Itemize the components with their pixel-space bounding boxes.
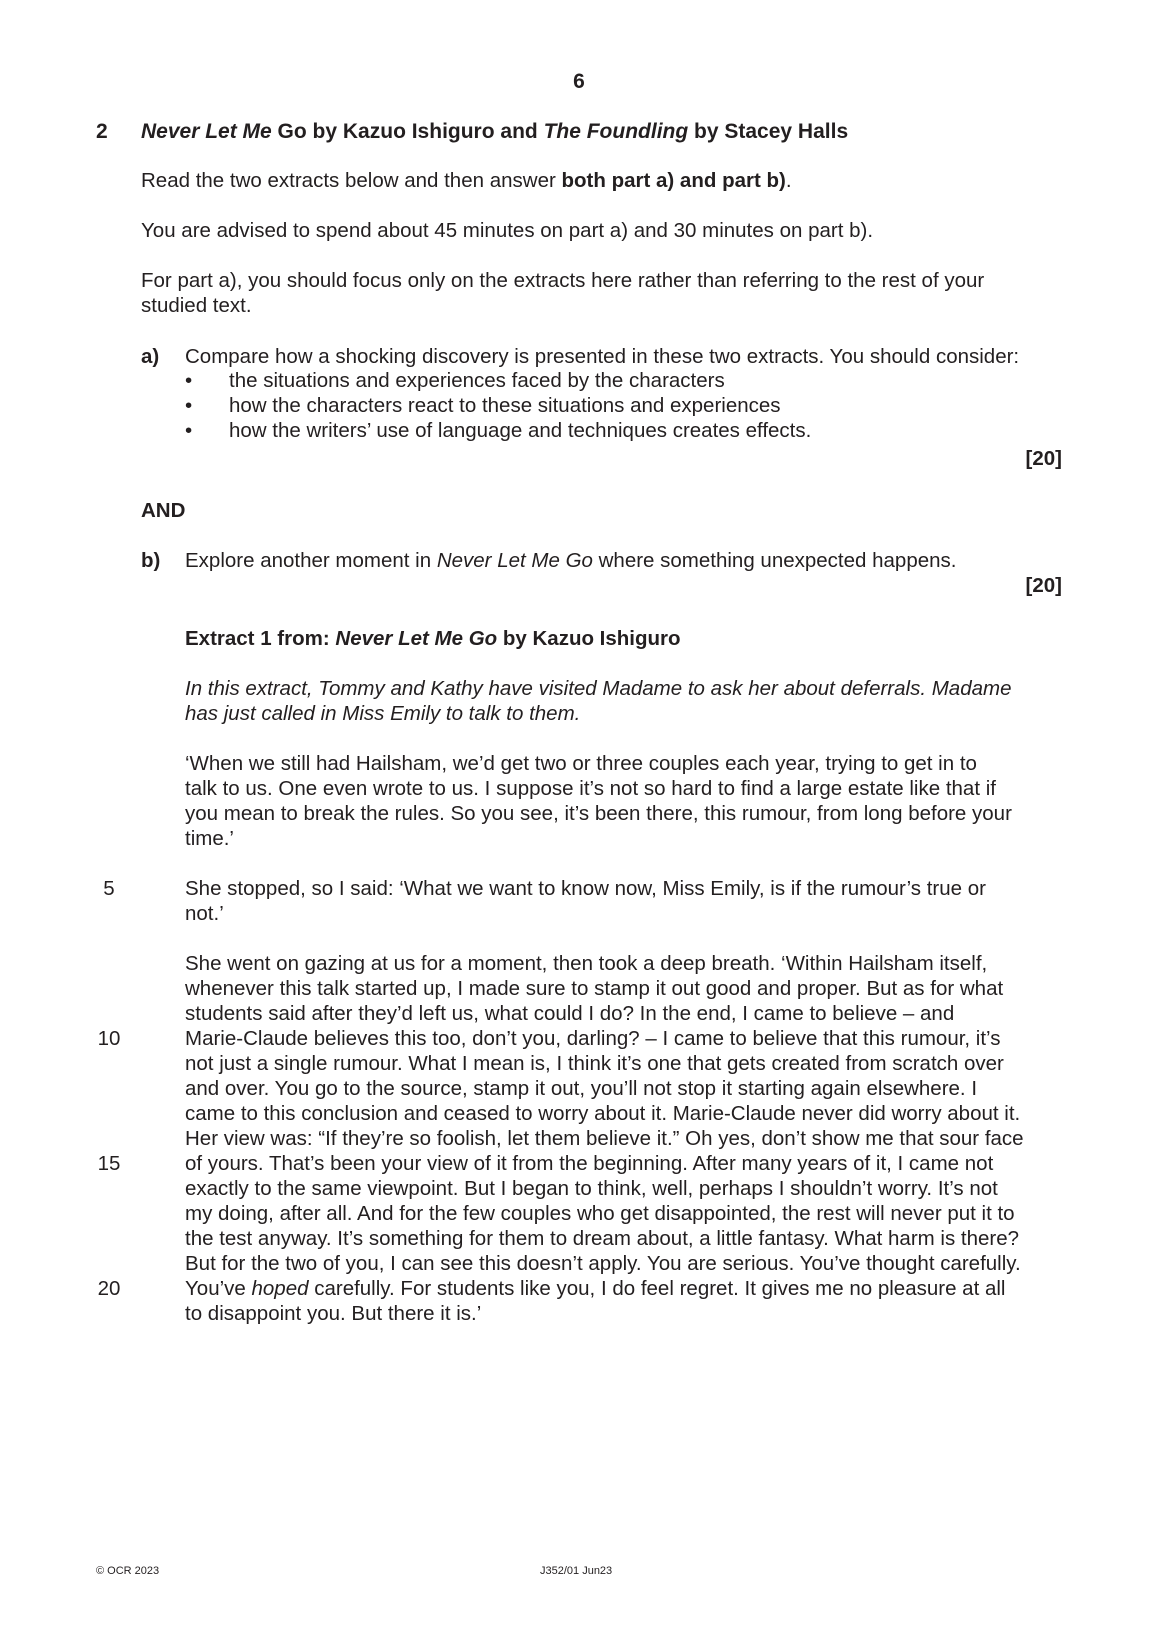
part-a-label: a) <box>141 345 160 368</box>
line-20-suffix: carefully. For students like you, I do feel regret. It gives me no pleasure at all <box>308 1277 1006 1300</box>
extract-line: ‘When we still had Hailsham, we’d get two or three couples each year, trying to get in to <box>185 752 977 775</box>
title-italic-1: Never Let Me <box>141 120 272 143</box>
line-number-15: 15 <box>97 1152 121 1175</box>
part-b-prompt-start: Explore another moment in <box>185 549 437 572</box>
extract-line: students said after they’d left us, what could I do? In the end, I came to believe – and <box>185 1002 955 1025</box>
line-number-5: 5 <box>103 877 115 900</box>
title-plain-1: Go by Kazuo Ishiguro and <box>271 120 544 143</box>
extract-intro-line-1: In this extract, Tommy and Kathy have visited Madame to ask her about deferrals. Madame <box>185 677 1012 700</box>
part-a-marks: [20] <box>1025 447 1062 470</box>
extract-line: you mean to break the rules. So you see, it’s been there, this rumour, from long before your <box>185 802 1012 825</box>
part-b-prompt-italic: Never Let Me Go <box>436 549 593 572</box>
part-b-marks: [20] <box>1025 574 1062 597</box>
bullet-item: how the writers’ use of language and techniques creates effects. <box>229 419 812 442</box>
part-b-label: b) <box>141 549 161 572</box>
part-b-prompt-end: where something unexpected happens. <box>592 549 957 572</box>
instruction-bold: both part a) and part b) <box>561 169 786 192</box>
extract-line: not just a single rumour. What I mean is, I think it’s one that gets created from scratch over <box>185 1052 1004 1075</box>
instruction-lead: Read the two extracts below and then answer <box>141 169 562 192</box>
extract-line: of yours. That’s been your view of it from the beginning. After many years of it, I came not <box>185 1152 994 1175</box>
title-italic-2: The Foundling <box>543 120 689 143</box>
bullet-item: how the characters react to these situations and experiences <box>229 394 781 417</box>
line-number-20: 20 <box>97 1277 121 1300</box>
extract-line: She went on gazing at us for a moment, then took a deep breath. ‘Within Hailsham itself, <box>185 952 988 975</box>
line-20-prefix: You’ve <box>185 1277 252 1300</box>
footer-copyright: © OCR 2023 <box>96 1565 160 1577</box>
extract-line: to disappoint you. But there it is.’ <box>185 1302 482 1325</box>
extract-line: the test anyway. It’s something for them to dream about, a little fantasy. What harm is there? <box>185 1227 1020 1250</box>
title-plain-2: by Stacey Halls <box>688 120 849 143</box>
extract-line: time.’ <box>185 827 234 850</box>
extract-line: whenever this talk started up, I made sure to stamp it out good and proper. But as for what <box>185 977 1004 1000</box>
bullet-marker: • <box>185 394 193 417</box>
extract-line: my doing, after all. And for the few couples who get disappointed, the rest will never put it to <box>185 1202 1015 1225</box>
focus-line-1: For part a), you should focus only on the extracts here rather than referring to the rest of your <box>141 269 985 292</box>
extract-line: not.’ <box>185 902 224 925</box>
extract-line: She stopped, so I said: ‘What we want to know now, Miss Emily, is if the rumour’s true or <box>185 877 986 900</box>
part-a-prompt: Compare how a shocking discovery is presented in these two extracts. You should consider: <box>185 345 1020 368</box>
bullet-marker: • <box>185 419 193 442</box>
line-20-italic: hoped <box>251 1277 309 1300</box>
part-b-prompt <box>185 548 956 573</box>
and-connector: AND <box>141 499 186 522</box>
extract-line: Marie-Claude believes this too, don’t you, darling? – I came to believe that this rumour, it’s <box>185 1027 1001 1050</box>
extract-heading-prefix: Extract 1 from: <box>185 627 336 650</box>
extract-line: and over. You go to the source, stamp it out, you’ll not stop it starting again elsewhere. I <box>185 1077 978 1100</box>
extract-line: exactly to the same viewpoint. But I began to think, well, perhaps I shouldn’t worry. It’s not <box>185 1177 998 1200</box>
extract-line: Her view was: “If they’re so foolish, let them believe it.” Oh yes, don’t show me that sour face <box>185 1127 1024 1150</box>
question-number: 2 <box>96 120 108 143</box>
extract-line <box>185 1276 1005 1301</box>
extract-line: came to this conclusion and ceased to worry about it. Marie-Claude never did worry about it. <box>185 1102 1021 1125</box>
extract-heading-suffix: by Kazuo Ishiguro <box>497 627 681 650</box>
instruction-end: . <box>785 169 792 192</box>
time-advice: You are advised to spend about 45 minutes on part a) and 30 minutes on part b). <box>141 219 874 242</box>
focus-line-2: studied text. <box>141 294 252 317</box>
question-title <box>141 120 848 144</box>
extract-line: But for the two of you, I can see this doesn’t apply. You are serious. You’ve thought carefully. <box>185 1252 1021 1275</box>
footer-paper-code: J352/01 Jun23 <box>540 1565 613 1577</box>
extract-intro-line-2: has just called in Miss Emily to talk to them. <box>185 702 581 725</box>
extract-heading-italic: Never Let Me Go <box>335 627 498 650</box>
bullet-marker: • <box>185 369 193 392</box>
extract-heading <box>185 626 681 651</box>
page-number: 6 <box>573 70 585 93</box>
line-number-10: 10 <box>97 1027 121 1050</box>
bullet-item: the situations and experiences faced by the characters <box>229 369 725 392</box>
extract-line: talk to us. One even wrote to us. I suppose it’s not so hard to find a large estate like that if <box>185 777 996 800</box>
instruction <box>141 168 1061 193</box>
